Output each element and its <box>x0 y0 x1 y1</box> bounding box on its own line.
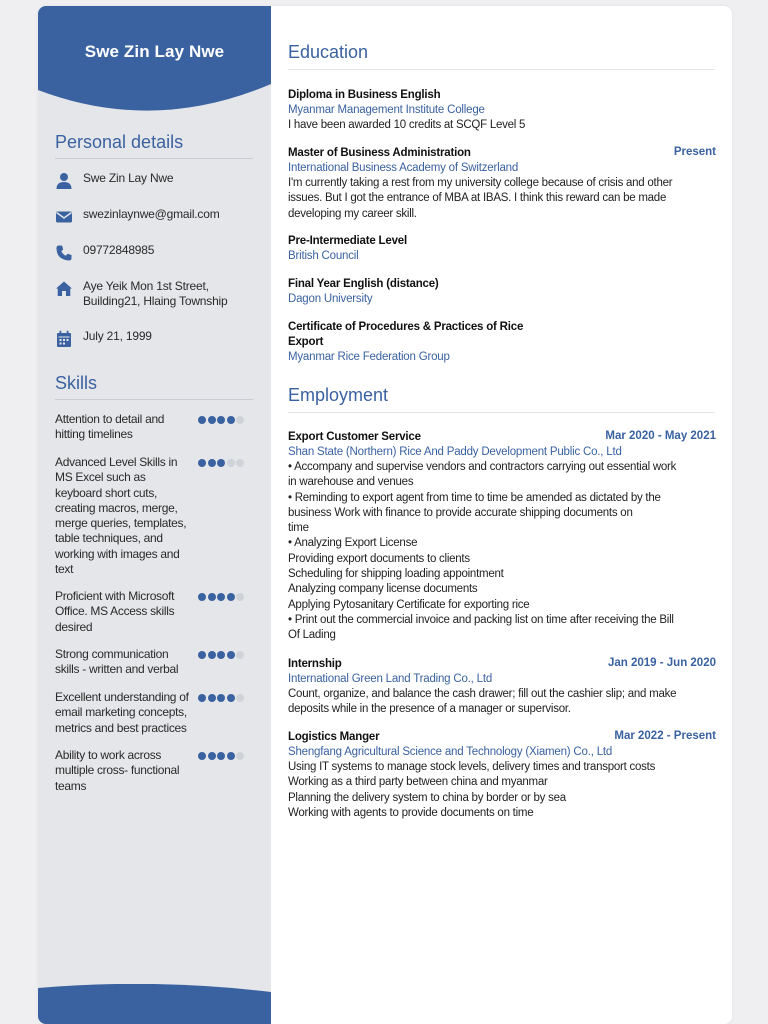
entry-description <box>288 176 716 222</box>
skill-rating <box>198 593 246 601</box>
skill-item <box>55 647 255 678</box>
personal-item-text: July 21, 1999 <box>83 329 152 343</box>
entry-organization: Shengfang Agricultural Science and Technology (Xiamen) Co., Ltd <box>288 746 613 758</box>
resume-page <box>38 6 732 1024</box>
rating-dot-filled <box>217 694 225 702</box>
rating-dot-empty <box>236 459 244 467</box>
entry-date: Mar 2022 - Present <box>614 730 716 742</box>
description-line: Count, organize, and balance the cash drawer; fill out the cashier slip; and make <box>288 688 677 700</box>
entry-description <box>288 460 716 644</box>
entry-title: Internship <box>288 658 342 670</box>
phone-icon <box>55 244 73 262</box>
skill-item <box>55 412 255 443</box>
rating-dot-empty <box>236 694 244 702</box>
rating-dot-empty <box>236 752 244 760</box>
resume-name: Swe Zin Lay Nwe <box>84 42 225 61</box>
rating-dot-filled <box>208 459 216 467</box>
description-line: business Work with finance to provide accurate shipping documents on <box>288 506 633 519</box>
description-line: Analyzing company license documents <box>288 583 478 596</box>
personal-item-text: Swe Zin Lay Nwe <box>83 171 174 185</box>
entry-organization: Myanmar Rice Federation Group <box>288 351 450 363</box>
rating-dot-filled <box>198 459 206 467</box>
personal-item-phone <box>55 243 255 262</box>
entry-description <box>288 760 716 821</box>
rating-dot-filled <box>227 593 235 601</box>
rating-dot-filled <box>198 593 206 601</box>
skill-rating <box>198 694 246 702</box>
entry-title <box>288 320 716 350</box>
rating-dot-filled <box>208 593 216 601</box>
description-line: issues. But I got the entrance of MBA at IBAS. I think this reward can be made <box>288 192 667 205</box>
sidebar <box>38 6 271 1024</box>
entry-organization: Dagon University <box>288 293 373 305</box>
entry-title: Export Customer Service <box>288 431 421 443</box>
description-line: • Analyzing Export License <box>288 537 418 550</box>
personal-item-address <box>55 279 255 309</box>
education-entry <box>288 146 716 222</box>
entry-title: Final Year English (distance) <box>288 278 439 290</box>
skill-item <box>55 690 255 736</box>
rating-dot-filled <box>217 416 225 424</box>
description-line: • Print out the commercial invoice and packing list on time after receiving the Bill <box>288 613 674 626</box>
description-line: time <box>288 522 309 535</box>
skill-label: Proficient with Microsoft Office. MS Access skills desired <box>55 589 175 634</box>
education-heading: Education <box>288 42 369 62</box>
rating-dot-filled <box>208 752 216 760</box>
skill-label: Advanced Level Skills in MS Excel such as keyboard short cuts, creating macros, merge, merge queries, templates, table techniques, and working with images and text <box>55 455 187 577</box>
description-line: Applying Pytosanitary Certificate for exporting rice <box>288 598 530 611</box>
entry-date: Mar 2020 - May 2021 <box>605 430 716 442</box>
description-line: Scheduling for shipping loading appointment <box>288 568 504 581</box>
entry-title: Pre-Intermediate Level <box>288 235 407 247</box>
description-line: in warehouse and venues <box>288 476 414 489</box>
rating-dot-filled <box>217 593 225 601</box>
rating-dot-filled <box>217 752 225 760</box>
skill-label: Strong communication skills - written and verbal <box>55 647 179 677</box>
rating-dot-filled <box>227 651 235 659</box>
education-entry <box>288 277 716 307</box>
skills-heading: Skills <box>55 373 98 393</box>
entry-description <box>288 118 716 133</box>
education-entry <box>288 88 716 133</box>
skill-item <box>55 455 255 577</box>
description-line: Providing export documents to clients <box>288 552 470 565</box>
skill-label: Attention to detail and hitting timelines <box>55 412 165 442</box>
rating-dot-filled <box>198 752 206 760</box>
email-icon <box>55 208 73 226</box>
rating-dot-filled <box>227 752 235 760</box>
description-line: Planning the delivery system to china by border or by sea <box>288 791 566 804</box>
entry-organization: International Green Land Trading Co., Ltd <box>288 673 493 685</box>
title-line: Export <box>288 336 324 348</box>
entry-description <box>288 687 716 718</box>
divider <box>55 399 253 400</box>
home-icon <box>55 280 73 298</box>
personal-item-birthdate <box>55 329 255 348</box>
rating-dot-empty <box>236 651 244 659</box>
skill-rating <box>198 752 246 760</box>
personal-item-text: Aye Yeik Mon 1st Street, Building21, Hlaing Township <box>83 279 228 308</box>
entry-organization: British Council <box>288 250 359 262</box>
skill-item <box>55 748 255 794</box>
rating-dot-filled <box>198 694 206 702</box>
employment-heading: Employment <box>288 385 389 405</box>
skill-rating <box>198 651 246 659</box>
description-line: I have been awarded 10 credits at SCQF Level 5 <box>288 119 526 131</box>
calendar-icon <box>55 330 73 348</box>
divider <box>55 158 253 159</box>
rating-dot-filled <box>208 416 216 424</box>
rating-dot-filled <box>227 416 235 424</box>
personal-item-email <box>55 207 255 226</box>
description-line: Using IT systems to manage stock levels, delivery times and transport costs <box>288 761 656 773</box>
education-entry <box>288 320 716 365</box>
entry-title: Master of Business Administration <box>288 147 471 159</box>
skill-label: Excellent understanding of email marketing concepts, metrics and best practices <box>55 690 189 735</box>
personal-details-heading: Personal details <box>55 132 184 152</box>
employment-entry <box>288 730 716 821</box>
rating-dot-filled <box>217 459 225 467</box>
description-line: • Reminding to export agent from time to time be amended as dictated by the <box>288 491 661 504</box>
description-line: I'm currently taking a rest from my university college because of crisis and other <box>288 177 673 189</box>
divider <box>288 69 715 70</box>
personal-item-name <box>55 171 255 190</box>
personal-item-text: 09772848985 <box>83 243 155 257</box>
entry-organization: Shan State (Northern) Rice And Paddy Development Public Co., Ltd <box>288 446 622 458</box>
entry-date: Jan 2019 - Jun 2020 <box>607 657 716 669</box>
rating-dot-filled <box>217 651 225 659</box>
skill-label: Ability to work across multiple cross- functional teams <box>55 748 180 793</box>
employment-entry <box>288 430 716 644</box>
education-entry <box>288 234 716 264</box>
description-line: Working with agents to provide documents on time <box>288 806 534 819</box>
rating-dot-filled <box>198 651 206 659</box>
employment-entry <box>288 657 716 718</box>
entry-organization: Myanmar Management Institute College <box>288 104 485 116</box>
skill-rating <box>198 459 246 467</box>
footer-banner <box>38 984 271 1024</box>
entry-title: Logistics Manger <box>288 731 380 743</box>
skill-rating <box>198 416 246 424</box>
rating-dot-empty <box>236 593 244 601</box>
skill-item <box>55 589 255 635</box>
rating-dot-filled <box>208 694 216 702</box>
rating-dot-filled <box>208 651 216 659</box>
description-line: • Accompany and supervise vendors and contractors carrying out essential work <box>288 461 677 473</box>
description-line: Of Lading <box>288 629 336 642</box>
description-line: developing my career skill. <box>288 207 417 220</box>
description-line: Working as a third party between china and myanmar <box>288 776 548 789</box>
rating-dot-empty <box>227 459 235 467</box>
rating-dot-filled <box>227 694 235 702</box>
entry-organization: International Business Academy of Switzerland <box>288 162 519 174</box>
person-icon <box>55 172 73 190</box>
description-line: deposits while in the presence of a manager or supervisor. <box>288 703 571 716</box>
rating-dot-empty <box>236 416 244 424</box>
divider <box>288 412 715 413</box>
rating-dot-filled <box>198 416 206 424</box>
title-line: Certificate of Procedures & Practices of Rice <box>288 321 524 333</box>
entry-date: Present <box>673 146 716 158</box>
personal-item-text: swezinlaynwe@gmail.com <box>83 207 220 221</box>
entry-title: Diploma in Business English <box>288 89 441 101</box>
